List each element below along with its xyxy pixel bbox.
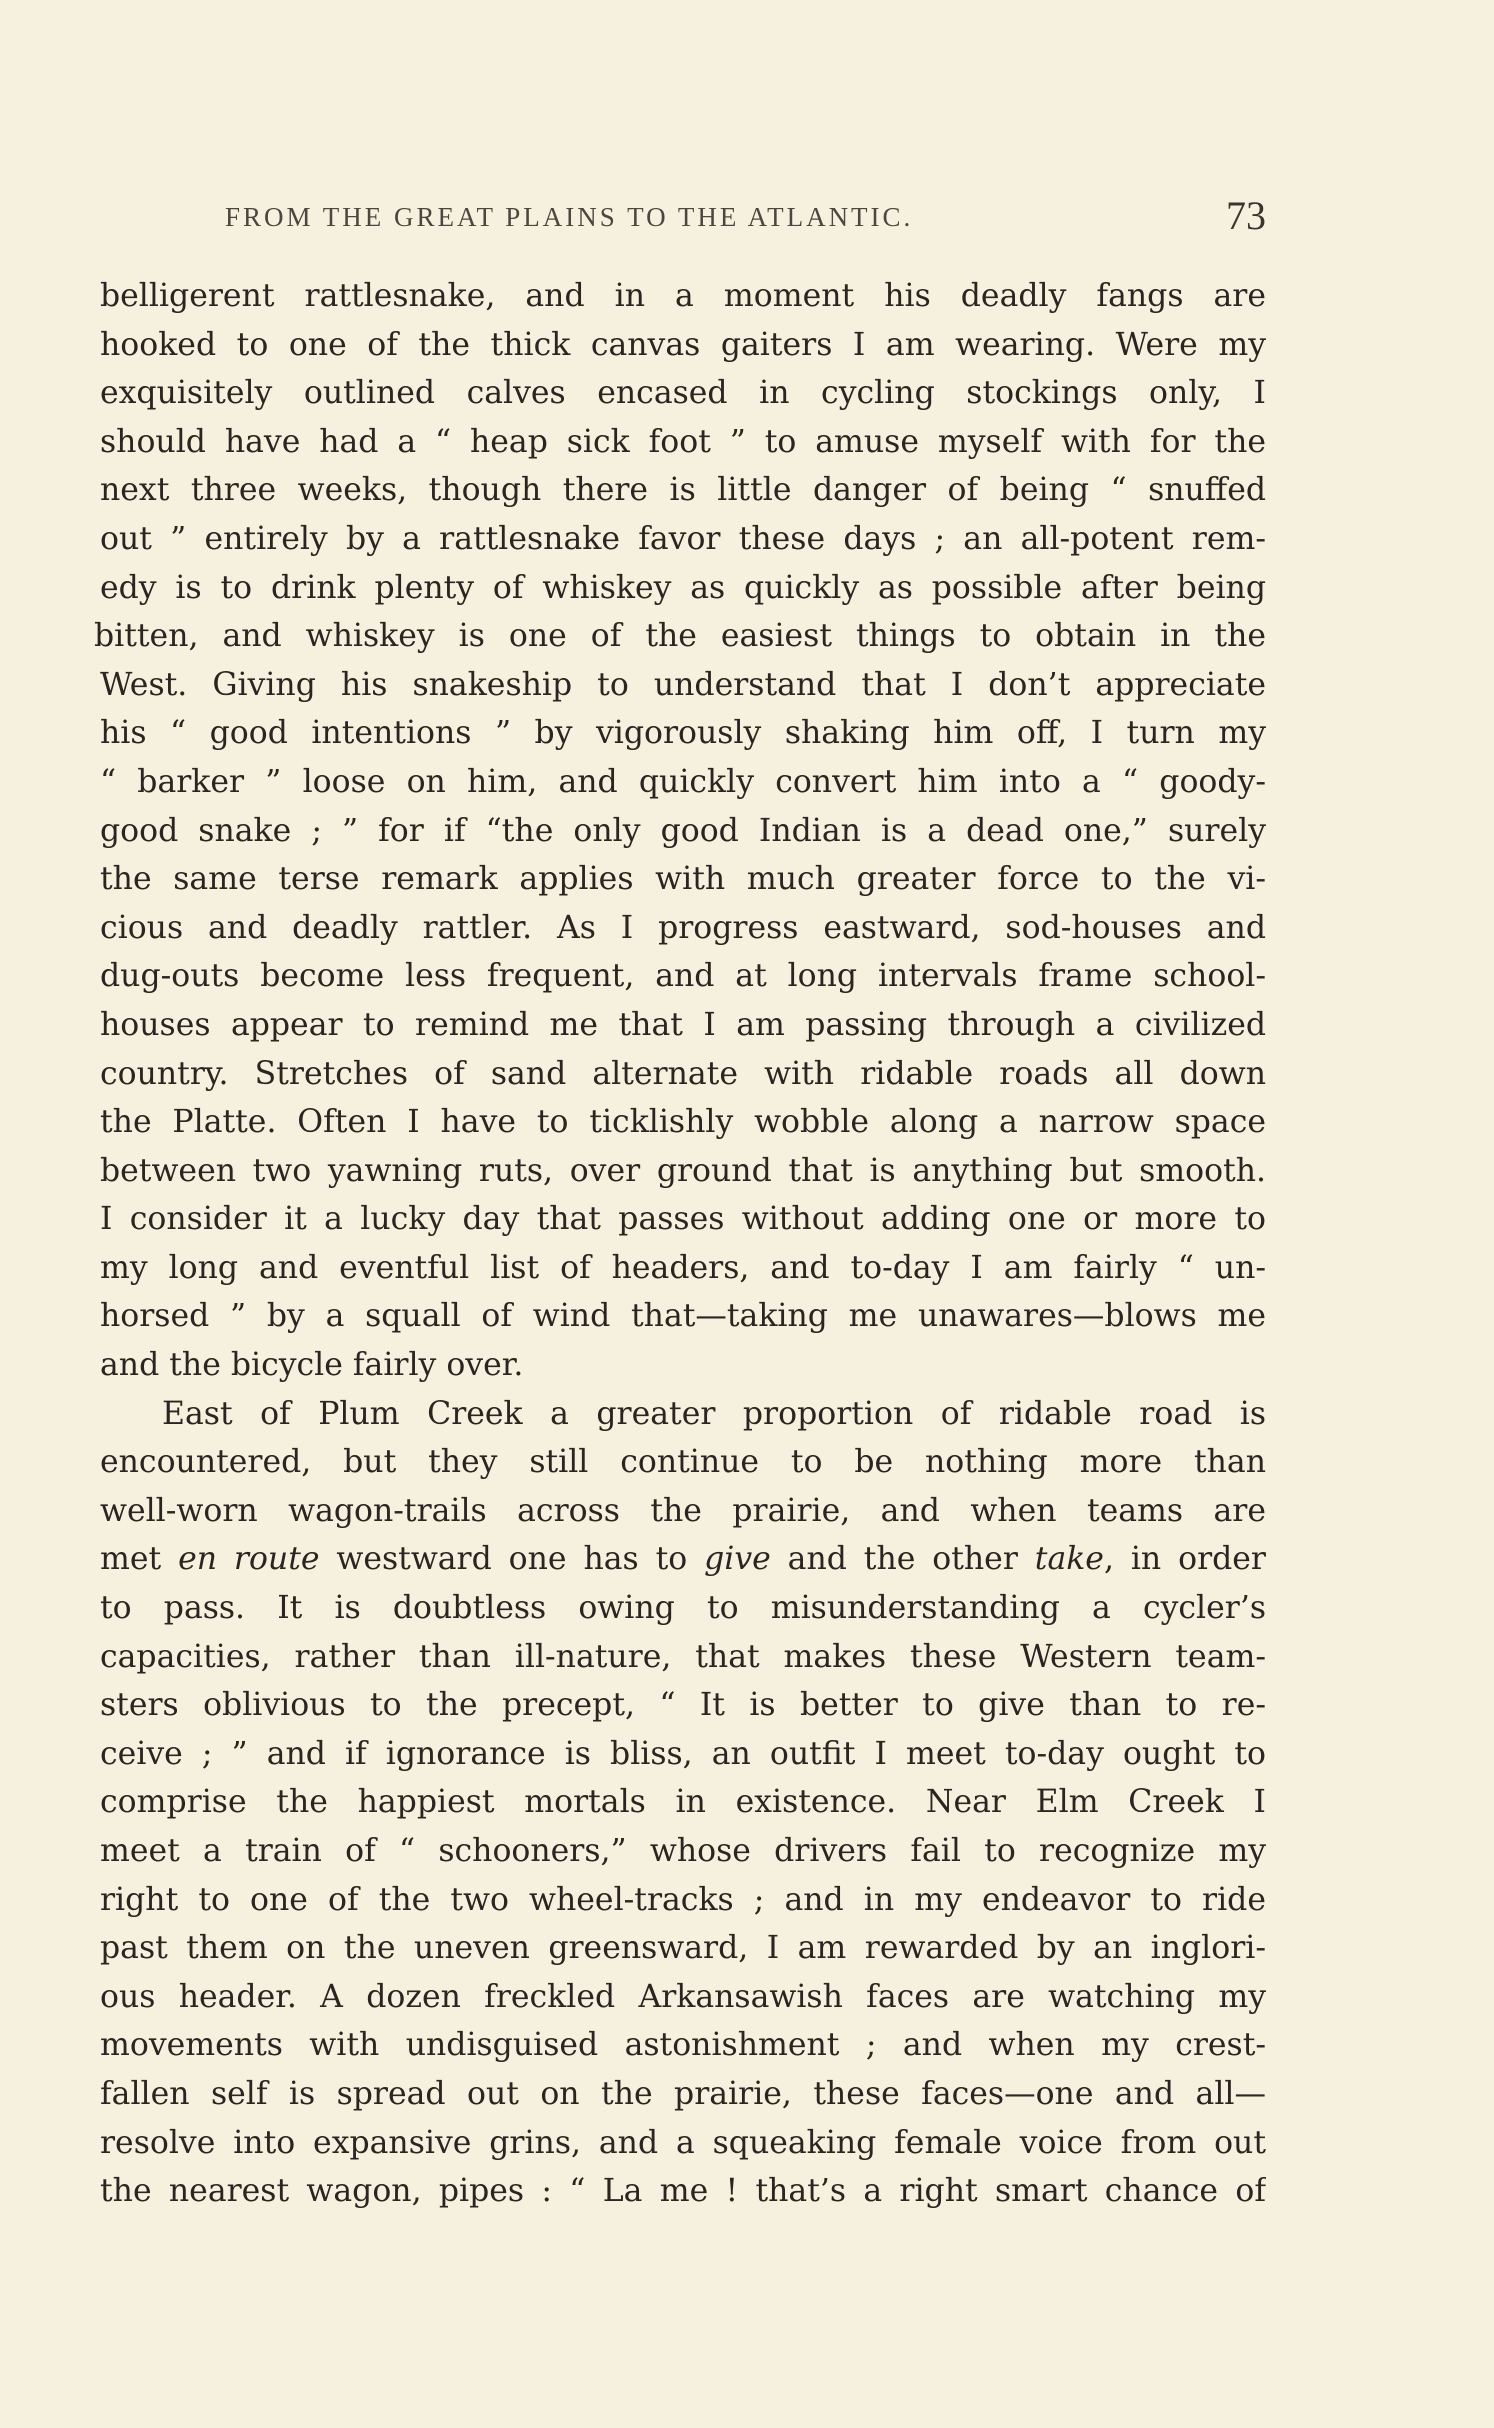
text-line: out ” entirely by a rattlesnake favor these days ; an all-potent rem-: [100, 520, 1266, 557]
text-line: cious and deadly rattler. As I progress eastward, sod-houses and: [100, 909, 1266, 946]
text-line: bitten, and whiskey is one of the easiest things to obtain in the: [94, 618, 1266, 655]
text-line: his “ good intentions ” by vigorously shaking him off, I turn my: [100, 715, 1266, 752]
italic-run: give: [704, 1541, 771, 1578]
text-line: movements with undisguised astonishment ; and when my crest-: [100, 2027, 1266, 2064]
text-run: westward one has to: [319, 1541, 705, 1578]
text-line: country. Stretches of sand alternate with ridable roads all down: [100, 1055, 1266, 1092]
running-head: [100, 193, 1266, 246]
text-line: horsed ” by a squall of wind that—taking me unawares—blows me: [100, 1298, 1266, 1335]
text-run: met: [100, 1541, 179, 1578]
text-line: West. Giving his snakeship to understand that I don’t appreciate: [100, 666, 1266, 703]
text-line: ous header. A dozen freckled Arkansawish faces are watching my: [100, 1978, 1266, 2015]
running-head-title: FROM THE GREAT PLAINS TO THE ATLANTIC.: [225, 202, 914, 232]
italic-run: en route: [178, 1541, 320, 1578]
text-line: between two yawning ruts, over ground that is anything but smooth.: [100, 1152, 1266, 1189]
text-line: encountered, but they still continue to be nothing more than: [100, 1444, 1266, 1481]
text-line: the nearest wagon, pipes : “ La me ! that’s a right smart chance of: [100, 2173, 1266, 2210]
text-line: comprise the happiest mortals in existence. Near Elm Creek I: [100, 1784, 1266, 1821]
text-line-with-italics: [100, 1535, 1266, 1584]
text-run: and the other: [770, 1541, 1035, 1578]
text-line: edy is to drink plenty of whiskey as quickly as possible after being: [100, 569, 1266, 606]
text-line: the same terse remark applies with much greater force to the vi-: [100, 861, 1266, 898]
text-line: my long and eventful list of headers, and to-day I am fairly “ un-: [100, 1249, 1266, 1286]
text-line: hooked to one of the thick canvas gaiters I am wearing. Were my: [100, 326, 1266, 363]
page-number: 73: [1226, 193, 1266, 238]
text-line: past them on the uneven greensward, I am rewarded by an inglori-: [100, 1930, 1266, 1967]
text-line: next three weeks, though there is little danger of being “ snuffed: [100, 472, 1266, 509]
italic-run: take: [1034, 1541, 1104, 1578]
text-line: good snake ; ” for if “the only good Indian is a dead one,” surely: [100, 812, 1266, 849]
paragraph-start-line: East of Plum Creek a greater proportion of ridable road is: [162, 1395, 1266, 1432]
text-line: resolve into expansive grins, and a squeaking female voice from out: [100, 2124, 1266, 2161]
text-line: and the bicycle fairly over.: [100, 1347, 524, 1384]
text-line: dug-outs become less frequent, and at long intervals frame school-: [100, 958, 1266, 995]
text-line: right to one of the two wheel-tracks ; and in my endeavor to ride: [100, 1881, 1266, 1918]
text-line: well-worn wagon-trails across the prairie, and when teams are: [100, 1492, 1266, 1529]
text-line: sters oblivious to the precept, “ It is better to give than to re-: [100, 1687, 1266, 1724]
text-line: capacities, rather than ill-nature, that makes these Western team-: [100, 1638, 1266, 1675]
text-line: belligerent rattlesnake, and in a moment his deadly fangs are: [100, 278, 1266, 314]
text-line: I consider it a lucky day that passes without adding one or more to: [100, 1201, 1266, 1238]
text-line: “ barker ” loose on him, and quickly convert him into a “ goody-: [100, 763, 1266, 800]
text-line: the Platte. Often I have to ticklishly wobble along a narrow space: [100, 1104, 1266, 1141]
text-line: fallen self is spread out on the prairie, these faces—one and all—: [100, 2075, 1266, 2112]
text-line: meet a train of “ schooners,” whose drivers fail to recognize my: [100, 1833, 1266, 1869]
text-line: exquisitely outlined calves encased in cycling stockings only, I: [100, 375, 1266, 412]
text-run: , in order: [1103, 1541, 1266, 1578]
text-line: to pass. It is doubtless owing to misunderstanding a cycler’s: [100, 1590, 1266, 1627]
text-line: ceive ; ” and if ignorance is bliss, an outfit I meet to-day ought to: [100, 1735, 1266, 1772]
text-line: should have had a “ heap sick foot ” to amuse myself with for the: [100, 423, 1266, 460]
text-line: houses appear to remind me that I am passing through a civilized: [100, 1006, 1266, 1043]
body-text: [94, 272, 1266, 2216]
